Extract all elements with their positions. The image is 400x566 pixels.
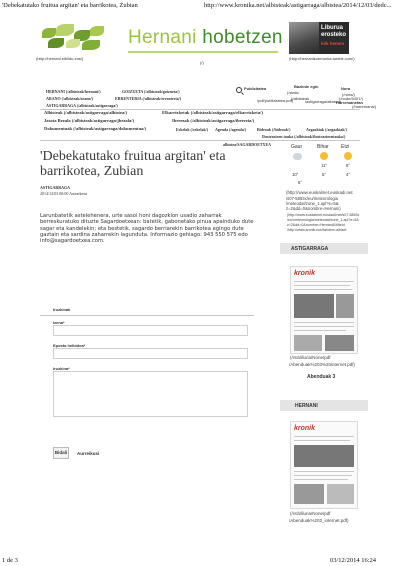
nav-ilustrazioen-tauka[interactable]: Ilustrazioen tauka (/albisteak/ilustrazioentauka/) [262, 134, 346, 139]
tool-where[interactable]: Nora [341, 86, 351, 91]
form-divider [40, 315, 254, 316]
promo-line2: erosteko [321, 32, 347, 38]
weather-today-min: 10° [292, 172, 299, 177]
promo-line1: Liburua [321, 25, 343, 31]
print-url: http://www.kronika.net/albisteak/astigarraga/albistea/2014/12/03/dedc... [204, 2, 392, 9]
search-icon[interactable] [236, 87, 242, 93]
paper1-link-line2[interactable]: /Abenduak%203%20internet.pdf) [289, 362, 356, 367]
paper1-caption: Abenduak 3 [307, 374, 336, 380]
article-date: 2014/12/03 00:00 Astearkena [40, 191, 88, 196]
weather-url-line: z=2&dd=0&nombre=Hernani&/titleId [287, 223, 345, 227]
article-section[interactable]: albistea/SAGARDOETXEA [223, 142, 272, 147]
weather-tomorrow-min: 5° [322, 172, 327, 177]
tool-contact-url: (/harremana/) [352, 104, 377, 109]
nav-eskelak[interactable]: Eskelak (/eskelak/) [176, 127, 209, 132]
elbildu-banner[interactable] [36, 22, 112, 52]
nav-jasota-bezala[interactable]: Jasota Bezala (/albisteak/astigarraga/jbezala/) [44, 118, 135, 123]
name-field[interactable] [53, 325, 248, 336]
tool-join[interactable]: Bazkide egin [294, 84, 319, 89]
paper1-link-line1[interactable]: (/rst/diluria/None/pdf [290, 355, 331, 360]
email-label: Eposta helbidea* [53, 343, 86, 348]
nav-iberezak[interactable]: Iberezak (/albisteak/astigarraga/iberezia/) [172, 118, 255, 123]
astigarraga-header[interactable]: ASTIGARRAGA [291, 246, 329, 252]
leaf-icon [56, 24, 74, 36]
leaf-icon [42, 28, 56, 38]
brand-part1: Hernani [128, 27, 203, 48]
tool-ads[interactable]: Publizitatea [244, 86, 267, 91]
tool-contact[interactable]: Harremanetan [336, 100, 363, 105]
comments-section-label: Iruzkinak [53, 307, 71, 312]
weather-url-line: /eu/meteorologia/meteodat/zone_1.apl?e=5& [287, 218, 359, 222]
weather-day-tomorrow: Bihar [317, 144, 329, 150]
tool-ads-url2: /pdf/publizitatea.pdf) [257, 98, 294, 103]
paper-logo: kronik [294, 270, 316, 277]
weather-url-line: /meteodat/zone_1.apl?e=5& [286, 201, 339, 206]
article-town: ASTIGARRAGA [40, 185, 71, 190]
leaf-icon [66, 39, 80, 48]
weather-tomorrow-max: 11° [321, 163, 328, 168]
weather-url-line: /http://www.kronik.eus/tandem-albiset [287, 228, 347, 232]
article-body: Larunbatetik astelehenera, urte sasoi honi dagozkion usadio zaharrak berreskuratuko dituzte Sagardoetxean: batetik, gabonetako pinua apainduko dute sagar eta kandelekin; eta bestetik, sagardo berriarekin barrikotea egingo dute gaztain eta sardina zaharrekin lagunduta. Informazio gehiago: 943 550 575 edo info@sagardoetxea.com. [40, 213, 254, 245]
book-promo-banner[interactable] [289, 22, 349, 54]
nav-town-arano[interactable]: ARANO (/albisteak/arano/) [46, 96, 93, 101]
weather-day-today: Gaur [291, 144, 303, 150]
weather-source-link[interactable]: (http://www.euskalmet.euskadi.net [286, 190, 353, 195]
paper2-link-line2[interactable]: /Abenduak%203_internet.pdf) [289, 518, 349, 523]
weather-after-min: 4° [346, 172, 351, 177]
article-title: 'Debekatutako fruitua argitan' eta barrikotea, Zubian [40, 149, 226, 179]
tool-node-url: (/node/5401/) [339, 96, 363, 101]
weather-url-line: z=2&dd=0&nombre=Hernani) [286, 206, 341, 211]
nav-town-goizueta[interactable]: GOIZUETA (/albisteak/goizueta/) [122, 89, 180, 94]
nav-town-errenteria[interactable]: ERRENTERIA (/albisteak/errenteria/) [115, 96, 182, 101]
errenka-link[interactable]: (http://hernanikoerronka.tumblr.com/) [289, 56, 355, 61]
tool-where-url: (/nora/) [342, 92, 355, 97]
tool-join-url2: /astigarraga/albistea [305, 99, 342, 104]
elbildu-link[interactable]: (http://hernani.elbildu.eus/) [36, 56, 84, 61]
comment-textarea[interactable] [53, 371, 248, 417]
promo-line3: klik hemen [321, 41, 345, 46]
name-label: Izena* [53, 320, 65, 325]
cloud-icon [293, 153, 302, 160]
tool-ads-url1: (/static [287, 90, 299, 95]
tool-join-url1: (/albisteak [291, 96, 310, 101]
preview-button[interactable]: Aurreikusi [77, 451, 100, 456]
weather-after-max: 9° [346, 163, 351, 168]
email-field[interactable] [53, 348, 248, 359]
nav-town-hernani[interactable]: HERNANI (/albisteak/hernani/) [46, 89, 101, 94]
newspaper-cover-astigarraga[interactable] [290, 266, 358, 354]
weather-url-line: (http://www.euskalmet.euskadi.net/s07-5853x [287, 213, 360, 217]
sun-icon [320, 152, 328, 160]
print-datetime: 03/12/2014 16:24 [330, 557, 377, 564]
weather-day-after: Etzi [341, 144, 350, 150]
leaf-icon [48, 38, 64, 48]
home-link[interactable]: (/) [200, 60, 204, 65]
weather-extra: 6° [298, 180, 303, 185]
nav-albisteak[interactable]: Albisteak (/albisteak/astigarraga/albistea/) [44, 110, 128, 115]
paper-logo: kronik [294, 425, 316, 432]
brand-title[interactable] [128, 27, 283, 49]
nav-argazkiak[interactable]: Argazkiak (/argazkiak/) [306, 127, 347, 132]
newspaper-cover-hernani[interactable] [290, 421, 358, 509]
nav-dokumentuak[interactable]: Dokumentuak (/albisteak/astigarraga/dokumentua/) [44, 126, 147, 131]
nav-elkarrizketak[interactable]: Elkarrizketak (/albisteak/astigarraga/elkarrizketa/) [162, 110, 263, 115]
promo-image [289, 22, 319, 54]
nav-town-astigarraga[interactable]: ASTIGARRAGA (/albisteak/astigarraga/) [46, 103, 118, 108]
leaf-icon [90, 26, 104, 36]
nav-bideoak[interactable]: Bideoak (/bideoak/) [257, 127, 291, 132]
paper2-link-line1[interactable]: (/rst/diluria/None/pdf [290, 511, 331, 516]
print-page-number: 1 de 3 [2, 557, 18, 564]
sun-icon [344, 152, 352, 160]
nav-divider-bottom [40, 140, 360, 141]
comment-label: Iruzkina* [53, 366, 70, 371]
weather-url-line: /s07-5853x/eu/meteorologia [286, 196, 338, 201]
send-button[interactable]: Bidali [53, 447, 69, 459]
hernani-header-bar [280, 400, 368, 411]
nav-agenda[interactable]: Agenda (/agenda/) [215, 127, 247, 132]
leaf-icon [82, 40, 100, 50]
print-page-title: 'Debekatutako fruitua argitan' eta barrikotea, Zubian [2, 2, 138, 9]
hernani-header[interactable]: HERNANI [295, 403, 318, 409]
brand-part2: hobetzen [202, 27, 283, 48]
brand-underline [128, 51, 278, 53]
